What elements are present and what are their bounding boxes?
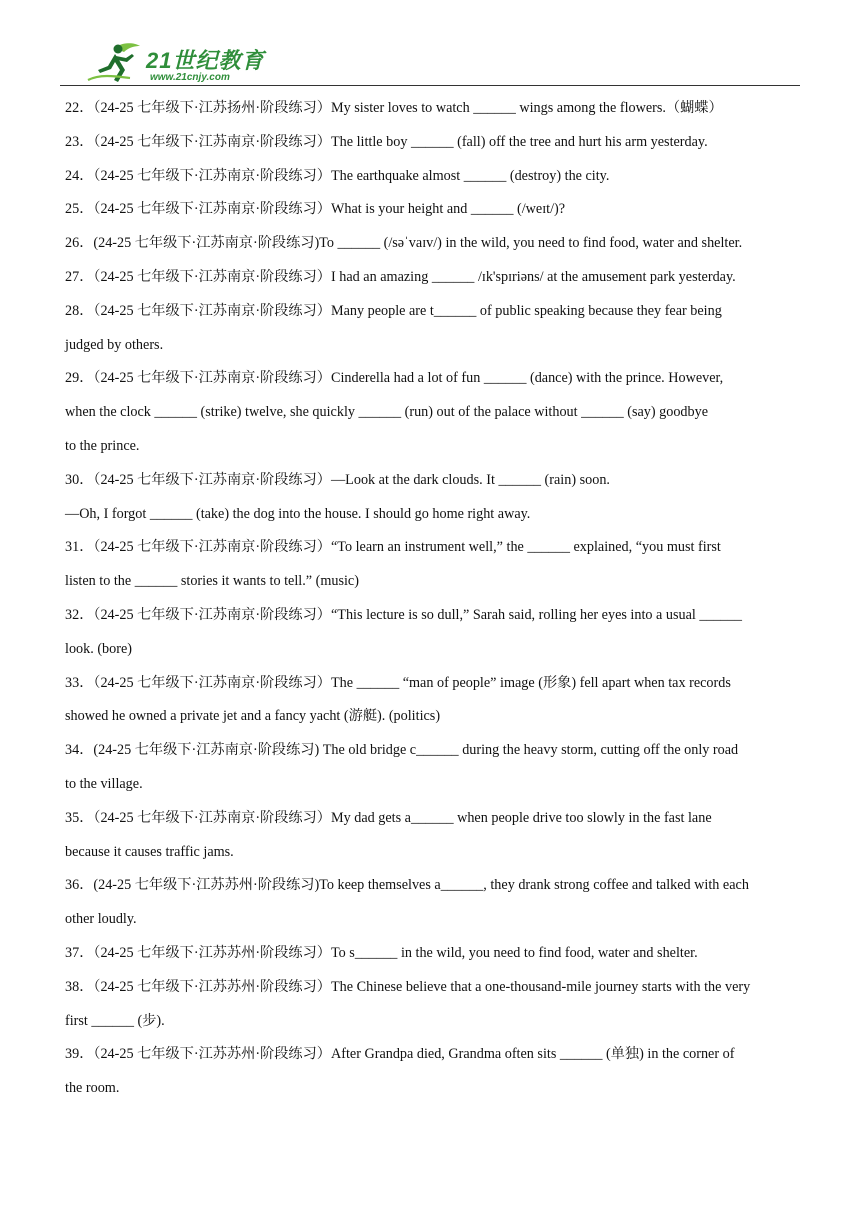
question-line: to the prince. xyxy=(65,437,140,454)
question-line: 22．（24-25 七年级下·江苏扬州·阶段练习）My sister loves to watch ______ wings among the flowers.（蝴蝶） xyxy=(65,100,723,116)
question-24 xyxy=(65,160,797,194)
question-31 xyxy=(65,531,797,599)
runner-logo-icon xyxy=(84,40,146,84)
question-line: 27．（24-25 七年级下·江苏南京·阶段练习）I had an amazing ______ /ɪk'spɪriəns/ at the amusement park yesterday. xyxy=(65,268,736,285)
question-line: 25．（24-25 七年级下·江苏南京·阶段练习）What is your height and ______ (/weɪt/)? xyxy=(65,201,566,218)
question-line: other loudly. xyxy=(65,911,137,928)
question-22 xyxy=(65,92,797,126)
question-33 xyxy=(65,667,797,735)
question-line: 30．（24-25 七年级下·江苏南京·阶段练习）—Look at the dark clouds. It ______ (rain) soon. xyxy=(65,471,610,488)
logo xyxy=(84,40,274,86)
question-line: 31．（24-25 七年级下·江苏南京·阶段练习）“To learn an instrument well,” the ______ explained, “you must first xyxy=(65,539,721,556)
question-line: 39．（24-25 七年级下·江苏苏州·阶段练习）After Grandpa died, Grandma often sits ______ (单独) in the corner of xyxy=(65,1046,735,1063)
question-line: 23．（24-25 七年级下·江苏南京·阶段练习）The little boy ______ (fall) off the tree and hurt his arm yesterday. xyxy=(65,133,708,150)
question-37 xyxy=(65,937,797,971)
question-27 xyxy=(65,261,797,295)
question-line: the room. xyxy=(65,1080,120,1097)
logo-title: 21世纪教育 xyxy=(146,48,265,73)
question-32 xyxy=(65,599,797,667)
question-list xyxy=(65,92,797,1106)
question-line: because it causes traffic jams. xyxy=(65,843,234,860)
question-line: look. (bore) xyxy=(65,640,132,657)
question-line: 26．(24-25 七年级下·江苏南京·阶段练习)To ______ (/səˈvaɪv/) in the wild, you need to find food, water and shelter. xyxy=(65,235,743,252)
header-divider xyxy=(60,85,800,86)
question-38 xyxy=(65,971,797,1039)
question-line: 28．（24-25 七年级下·江苏南京·阶段练习）Many people are t______ of public speaking because they fear being xyxy=(65,302,722,319)
question-30 xyxy=(65,464,797,532)
logo-url: www.21cnjy.com xyxy=(150,72,230,83)
question-line: 35．（24-25 七年级下·江苏南京·阶段练习）My dad gets a______ when people drive too slowly in the fast lane xyxy=(65,809,712,826)
question-line: 36．(24-25 七年级下·江苏苏州·阶段练习)To keep themselves a______, they drank strong coffee and talked with each xyxy=(65,877,749,894)
page-header xyxy=(60,38,800,88)
question-23 xyxy=(65,126,797,160)
question-line: listen to the ______ stories it wants to tell.” (music) xyxy=(65,573,359,590)
question-line: 37．（24-25 七年级下·江苏苏州·阶段练习）To s______ in the wild, you need to find food, water and shelter. xyxy=(65,944,698,961)
question-34 xyxy=(65,734,797,802)
question-line: 29．（24-25 七年级下·江苏南京·阶段练习）Cinderella had a lot of fun ______ (dance) with the prince. However, xyxy=(65,370,724,387)
question-line: 32．（24-25 七年级下·江苏南京·阶段练习）“This lecture is so dull,” Sarah said, rolling her eyes into a usual ______ xyxy=(65,606,742,623)
question-25 xyxy=(65,193,797,227)
question-line: to the village. xyxy=(65,775,143,792)
question-line: showed he owned a private jet and a fancy yacht (游艇). (politics) xyxy=(65,708,441,725)
question-line: —Oh, I forgot ______ (take) the dog into the house. I should go home right away. xyxy=(65,505,531,522)
question-29 xyxy=(65,362,797,463)
question-line: 33．（24-25 七年级下·江苏南京·阶段练习）The ______ “man of people” image (形象) fell apart when tax records xyxy=(65,674,731,691)
question-line: 24．（24-25 七年级下·江苏南京·阶段练习）The earthquake almost ______ (destroy) the city. xyxy=(65,167,610,184)
question-line: 38．（24-25 七年级下·江苏苏州·阶段练习）The Chinese believe that a one-thousand-mile journey starts with the very xyxy=(65,978,751,995)
question-36 xyxy=(65,869,797,937)
question-39 xyxy=(65,1038,797,1106)
question-26 xyxy=(65,227,797,261)
question-line: first ______ (步). xyxy=(65,1012,165,1029)
question-28 xyxy=(65,295,797,363)
question-line: judged by others. xyxy=(65,336,164,353)
question-35 xyxy=(65,802,797,870)
question-line: 34．(24-25 七年级下·江苏南京·阶段练习) The old bridge c______ during the heavy storm, cutting off the only road xyxy=(65,742,739,759)
question-line: when the clock ______ (strike) twelve, she quickly ______ (run) out of the palace without ______ (say) goodbye xyxy=(65,404,709,421)
